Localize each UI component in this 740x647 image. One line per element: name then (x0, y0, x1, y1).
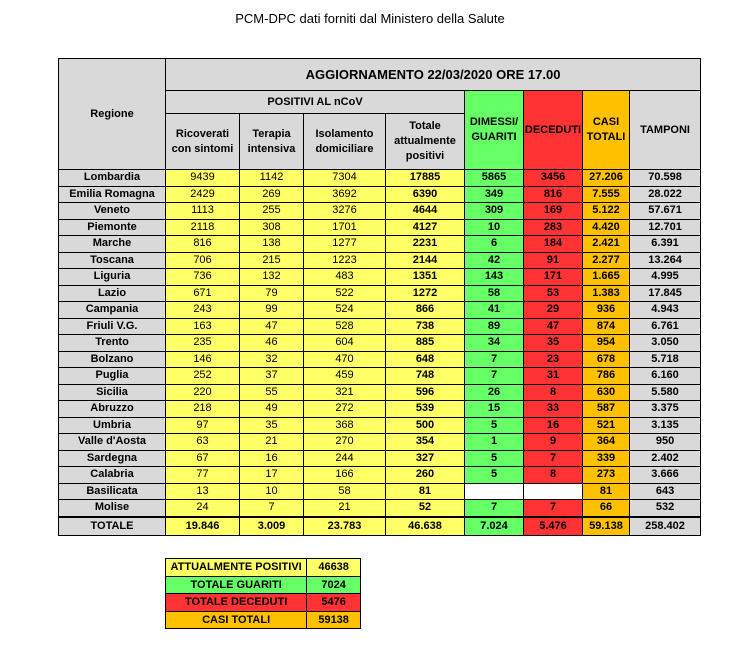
table-row (59, 351, 701, 368)
table-row (59, 318, 701, 335)
cell-terapia: 46 (240, 335, 304, 352)
cell-terapia: 269 (240, 186, 304, 203)
cell-regione: Bolzano (59, 351, 166, 368)
table-body (59, 170, 701, 536)
cell-dimessi: 41 (465, 302, 524, 319)
cell-totale: 1351 (386, 269, 465, 286)
cell-tamponi: 3.666 (630, 467, 701, 484)
cell-tamponi: 4.943 (630, 302, 701, 319)
cell-deceduti: 91 (524, 252, 583, 269)
header-ricoverati: Ricoverati con sintomi (166, 114, 240, 170)
cell-isolamento: 3276 (304, 203, 386, 220)
cell-tamponi: 17.845 (630, 285, 701, 302)
cell-regione: Trento (59, 335, 166, 352)
cell-terapia: 215 (240, 252, 304, 269)
summary-table (165, 558, 361, 629)
cell-tamponi: 12.701 (630, 219, 701, 236)
table-row (59, 285, 701, 302)
cell-deceduti: 29 (524, 302, 583, 319)
cell-terapia: 37 (240, 368, 304, 385)
cell-deceduti: 7 (524, 500, 583, 517)
cell-tamponi: 3.050 (630, 335, 701, 352)
cell-tamponi: 6.160 (630, 368, 701, 385)
cell-terapia: 49 (240, 401, 304, 418)
summary-value: 59138 (307, 611, 361, 629)
cell-regione: Veneto (59, 203, 166, 220)
cell-regione: Toscana (59, 252, 166, 269)
table-row (59, 384, 701, 401)
cell-deceduti: 31 (524, 368, 583, 385)
cell-totale: 1272 (386, 285, 465, 302)
cell-isolamento: 1277 (304, 236, 386, 253)
cell-casi: 630 (583, 384, 630, 401)
cell-casi: 1.665 (583, 269, 630, 286)
header-dimessi: DIMESSI/ GUARITI (465, 91, 524, 170)
cell-regione: Campania (59, 302, 166, 319)
cell-terapia: 47 (240, 318, 304, 335)
cell-casi: 587 (583, 401, 630, 418)
table-row (59, 417, 701, 434)
total-deceduti: 5.476 (524, 517, 583, 536)
cell-totale: 500 (386, 417, 465, 434)
cell-deceduti: 53 (524, 285, 583, 302)
cell-casi: 4.420 (583, 219, 630, 236)
cell-dimessi (465, 483, 524, 500)
header-terapia: Terapia intensiva (240, 114, 304, 170)
summary-label: ATTUALMENTE POSITIVI (166, 559, 307, 577)
cell-tamponi: 57.671 (630, 203, 701, 220)
summary-label: CASI TOTALI (166, 611, 307, 629)
cell-dimessi: 58 (465, 285, 524, 302)
cell-tamponi: 6.391 (630, 236, 701, 253)
cell-deceduti: 7 (524, 450, 583, 467)
cell-tamponi: 5.718 (630, 351, 701, 368)
cell-tamponi: 950 (630, 434, 701, 451)
cell-terapia: 32 (240, 351, 304, 368)
cell-deceduti: 8 (524, 384, 583, 401)
document-title: PCM-DPC dati forniti dal Ministero della Salute (235, 11, 505, 26)
cell-dimessi: 15 (465, 401, 524, 418)
cell-isolamento: 1701 (304, 219, 386, 236)
cell-terapia: 99 (240, 302, 304, 319)
cell-deceduti: 9 (524, 434, 583, 451)
cell-isolamento: 470 (304, 351, 386, 368)
cell-isolamento: 1223 (304, 252, 386, 269)
cell-isolamento: 7304 (304, 170, 386, 187)
table-row (59, 483, 701, 500)
cell-regione: Calabria (59, 467, 166, 484)
cell-tamponi: 643 (630, 483, 701, 500)
total-ricoverati: 19.846 (166, 517, 240, 536)
cell-regione: Sicilia (59, 384, 166, 401)
cell-casi: 364 (583, 434, 630, 451)
cell-totale: 52 (386, 500, 465, 517)
cell-isolamento: 321 (304, 384, 386, 401)
cell-terapia: 79 (240, 285, 304, 302)
header-tamponi: TAMPONI (630, 91, 701, 170)
cell-tamponi: 4.995 (630, 269, 701, 286)
header-deceduti: DECEDUTI (524, 91, 583, 170)
cell-ricoverati: 146 (166, 351, 240, 368)
cell-ricoverati: 220 (166, 384, 240, 401)
table-row (59, 219, 701, 236)
cell-ricoverati: 252 (166, 368, 240, 385)
cell-deceduti: 33 (524, 401, 583, 418)
total-dimessi: 7.024 (465, 517, 524, 536)
cell-terapia: 16 (240, 450, 304, 467)
table-row (59, 186, 701, 203)
table-row (59, 170, 701, 187)
table-row (59, 500, 701, 517)
cell-terapia: 1142 (240, 170, 304, 187)
summary-label: TOTALE DECEDUTI (166, 594, 307, 612)
cell-regione: Sardegna (59, 450, 166, 467)
cell-deceduti: 16 (524, 417, 583, 434)
cell-regione: Friuli V.G. (59, 318, 166, 335)
cell-ricoverati: 2429 (166, 186, 240, 203)
summary-row (166, 576, 361, 594)
table-row (59, 368, 701, 385)
cell-ricoverati: 243 (166, 302, 240, 319)
cell-ricoverati: 2118 (166, 219, 240, 236)
cell-totale: 17885 (386, 170, 465, 187)
header-aggiornamento: AGGIORNAMENTO 22/03/2020 ORE 17.00 (166, 59, 701, 91)
cell-tamponi: 2.402 (630, 450, 701, 467)
total-totale: 46.638 (386, 517, 465, 536)
cell-terapia: 255 (240, 203, 304, 220)
cell-tamponi: 3.135 (630, 417, 701, 434)
cell-totale: 81 (386, 483, 465, 500)
cell-deceduti: 35 (524, 335, 583, 352)
summary-label: TOTALE GUARITI (166, 576, 307, 594)
cell-tamponi: 6.761 (630, 318, 701, 335)
cell-casi: 874 (583, 318, 630, 335)
table-row (59, 252, 701, 269)
cell-isolamento: 459 (304, 368, 386, 385)
cell-casi: 2.277 (583, 252, 630, 269)
cell-deceduti: 283 (524, 219, 583, 236)
cell-casi: 27.206 (583, 170, 630, 187)
total-isolamento: 23.783 (304, 517, 386, 536)
cell-casi: 678 (583, 351, 630, 368)
summary-row (166, 611, 361, 629)
table-row (59, 302, 701, 319)
cell-ricoverati: 67 (166, 450, 240, 467)
header-regione: Regione (59, 59, 166, 170)
cell-ricoverati: 9439 (166, 170, 240, 187)
cell-totale: 4644 (386, 203, 465, 220)
cell-isolamento: 21 (304, 500, 386, 517)
cell-deceduti: 171 (524, 269, 583, 286)
cell-regione: Piemonte (59, 219, 166, 236)
table-row (59, 236, 701, 253)
cell-isolamento: 244 (304, 450, 386, 467)
cell-casi: 936 (583, 302, 630, 319)
cell-isolamento: 58 (304, 483, 386, 500)
cell-terapia: 308 (240, 219, 304, 236)
cell-totale: 648 (386, 351, 465, 368)
header-casi-totali: CASI TOTALI (583, 91, 630, 170)
cell-casi: 7.555 (583, 186, 630, 203)
cell-casi: 66 (583, 500, 630, 517)
cell-totale: 4127 (386, 219, 465, 236)
cell-isolamento: 3692 (304, 186, 386, 203)
cell-deceduti (524, 483, 583, 500)
cell-deceduti: 816 (524, 186, 583, 203)
cell-dimessi: 1 (465, 434, 524, 451)
cell-casi: 2.421 (583, 236, 630, 253)
cell-dimessi: 7 (465, 500, 524, 517)
cell-totale: 327 (386, 450, 465, 467)
cell-ricoverati: 1113 (166, 203, 240, 220)
cell-isolamento: 524 (304, 302, 386, 319)
summary-value: 5476 (307, 594, 361, 612)
cell-ricoverati: 163 (166, 318, 240, 335)
cell-dimessi: 143 (465, 269, 524, 286)
cell-regione: Lombardia (59, 170, 166, 187)
summary-value: 46638 (307, 559, 361, 577)
cell-regione: Emilia Romagna (59, 186, 166, 203)
cell-dimessi: 309 (465, 203, 524, 220)
cell-tamponi: 3.375 (630, 401, 701, 418)
cell-tamponi: 532 (630, 500, 701, 517)
cell-regione: Abruzzo (59, 401, 166, 418)
cell-ricoverati: 77 (166, 467, 240, 484)
cell-deceduti: 47 (524, 318, 583, 335)
cell-terapia: 132 (240, 269, 304, 286)
table-row (59, 269, 701, 286)
cell-regione: Valle d'Aosta (59, 434, 166, 451)
cell-ricoverati: 235 (166, 335, 240, 352)
cell-casi: 5.122 (583, 203, 630, 220)
cell-terapia: 55 (240, 384, 304, 401)
header-isolamento: Isolamento domiciliare (304, 114, 386, 170)
cell-terapia: 138 (240, 236, 304, 253)
cell-deceduti: 184 (524, 236, 583, 253)
cell-isolamento: 270 (304, 434, 386, 451)
cell-ricoverati: 706 (166, 252, 240, 269)
header-positivi: POSITIVI AL nCoV (166, 91, 465, 114)
cell-tamponi: 5.580 (630, 384, 701, 401)
cell-regione: Molise (59, 500, 166, 517)
cell-regione: Lazio (59, 285, 166, 302)
table-row (59, 467, 701, 484)
cell-totale: 596 (386, 384, 465, 401)
cell-tamponi: 70.598 (630, 170, 701, 187)
cell-terapia: 7 (240, 500, 304, 517)
cell-terapia: 35 (240, 417, 304, 434)
cell-regione: Puglia (59, 368, 166, 385)
cell-casi: 339 (583, 450, 630, 467)
total-terapia: 3.009 (240, 517, 304, 536)
cell-casi: 273 (583, 467, 630, 484)
cell-dimessi: 7 (465, 368, 524, 385)
cell-dimessi: 349 (465, 186, 524, 203)
cell-ricoverati: 24 (166, 500, 240, 517)
header-totale-positivi: Totale attualmente positivi (386, 114, 465, 170)
cell-dimessi: 42 (465, 252, 524, 269)
cell-casi: 81 (583, 483, 630, 500)
table-row (59, 401, 701, 418)
cell-isolamento: 528 (304, 318, 386, 335)
totals-row (59, 517, 701, 536)
cell-ricoverati: 671 (166, 285, 240, 302)
cell-tamponi: 13.264 (630, 252, 701, 269)
cell-ricoverati: 736 (166, 269, 240, 286)
cell-dimessi: 5 (465, 417, 524, 434)
cell-ricoverati: 218 (166, 401, 240, 418)
cell-ricoverati: 13 (166, 483, 240, 500)
cell-terapia: 17 (240, 467, 304, 484)
cell-dimessi: 5 (465, 450, 524, 467)
cell-isolamento: 272 (304, 401, 386, 418)
cell-dimessi: 10 (465, 219, 524, 236)
cell-totale: 738 (386, 318, 465, 335)
cell-totale: 866 (386, 302, 465, 319)
cell-casi: 1.383 (583, 285, 630, 302)
cell-casi: 521 (583, 417, 630, 434)
cell-regione: Umbria (59, 417, 166, 434)
cell-ricoverati: 97 (166, 417, 240, 434)
cell-totale: 354 (386, 434, 465, 451)
summary-value: 7024 (307, 576, 361, 594)
cell-deceduti: 23 (524, 351, 583, 368)
cell-dimessi: 5865 (465, 170, 524, 187)
cell-ricoverati: 63 (166, 434, 240, 451)
table-row (59, 450, 701, 467)
cell-dimessi: 6 (465, 236, 524, 253)
cell-isolamento: 368 (304, 417, 386, 434)
cell-totale: 539 (386, 401, 465, 418)
cell-dimessi: 7 (465, 351, 524, 368)
cell-isolamento: 483 (304, 269, 386, 286)
table-row (59, 335, 701, 352)
cell-regione: Liguria (59, 269, 166, 286)
cell-dimessi: 5 (465, 467, 524, 484)
cell-totale: 885 (386, 335, 465, 352)
cell-totale: 748 (386, 368, 465, 385)
cell-isolamento: 522 (304, 285, 386, 302)
cell-terapia: 10 (240, 483, 304, 500)
cell-regione: Basilicata (59, 483, 166, 500)
regional-data-table (58, 58, 701, 536)
cell-isolamento: 604 (304, 335, 386, 352)
cell-terapia: 21 (240, 434, 304, 451)
cell-deceduti: 8 (524, 467, 583, 484)
summary-row (166, 559, 361, 577)
cell-dimessi: 34 (465, 335, 524, 352)
total-casi: 59.138 (583, 517, 630, 536)
table-row (59, 203, 701, 220)
cell-tamponi: 28.022 (630, 186, 701, 203)
cell-regione: Marche (59, 236, 166, 253)
cell-dimessi: 89 (465, 318, 524, 335)
cell-totale: 2144 (386, 252, 465, 269)
cell-casi: 786 (583, 368, 630, 385)
total-label: TOTALE (59, 517, 166, 536)
table-row (59, 434, 701, 451)
cell-isolamento: 166 (304, 467, 386, 484)
cell-totale: 260 (386, 467, 465, 484)
cell-totale: 2231 (386, 236, 465, 253)
cell-totale: 6390 (386, 186, 465, 203)
cell-casi: 954 (583, 335, 630, 352)
cell-deceduti: 3456 (524, 170, 583, 187)
total-tamponi: 258.402 (630, 517, 701, 536)
cell-dimessi: 26 (465, 384, 524, 401)
cell-deceduti: 169 (524, 203, 583, 220)
summary-row (166, 594, 361, 612)
cell-ricoverati: 816 (166, 236, 240, 253)
